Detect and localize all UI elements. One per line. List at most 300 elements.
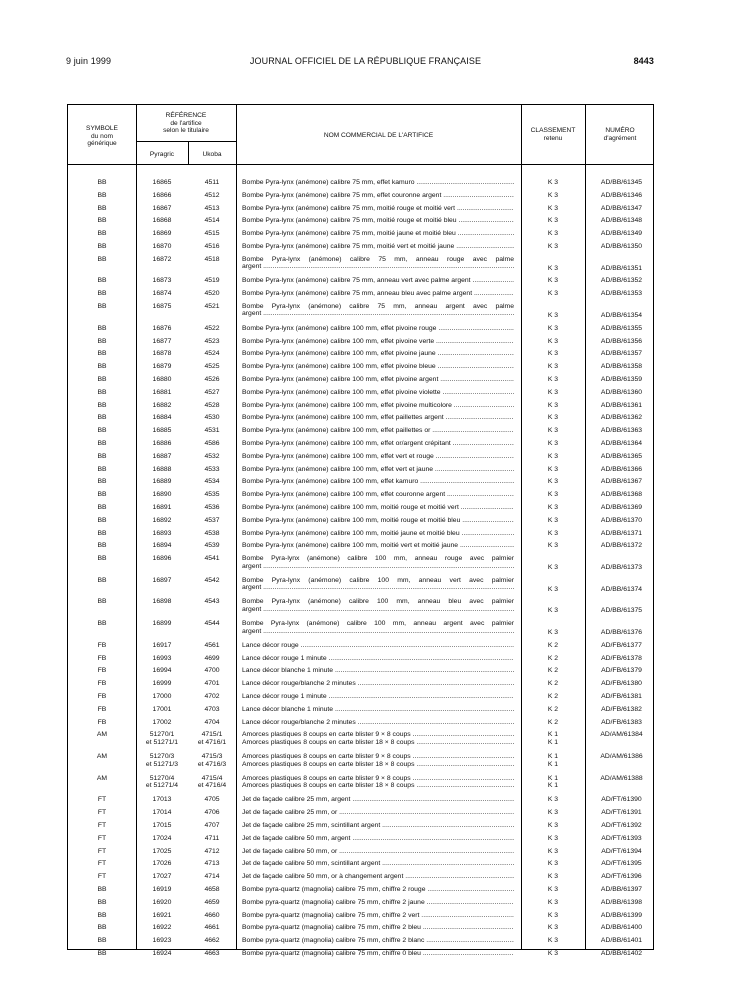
ukoba-ref: 4715/1 bbox=[201, 731, 223, 739]
ukoba-ref: et 4716/1 bbox=[197, 738, 227, 746]
pyragric-ref-cell bbox=[136, 642, 188, 649]
pyragric-ref-cell bbox=[136, 848, 188, 855]
approval-number-cell: AD/BB/61366 bbox=[600, 465, 643, 473]
ukoba-ref: 4518 bbox=[204, 255, 220, 263]
classification: K 3 bbox=[547, 230, 559, 238]
trade-name-line: Bombe pyra-quartz (magnolia) calibre 75 mm, chiffre 0 bleu ..... bbox=[242, 950, 514, 957]
journal-title: JOURNAL OFFICIEL DE LA RÉPUBLIQUE FRANÇAISE bbox=[249, 56, 482, 66]
ukoba-ref-cell bbox=[188, 937, 236, 944]
table-row bbox=[68, 555, 655, 577]
table-row bbox=[68, 363, 655, 376]
ukoba-ref: 4526 bbox=[204, 375, 220, 383]
ukoba-ref-cell bbox=[188, 555, 236, 562]
header-numero-line: d'agrément bbox=[603, 134, 637, 142]
classification-cell bbox=[521, 775, 585, 790]
pyragric-ref-cell bbox=[136, 325, 188, 332]
approval-number-cell: AD/FB/61381 bbox=[601, 693, 642, 701]
approval-number-cell: AD/BB/61374 bbox=[600, 585, 643, 593]
trade-name-cell bbox=[242, 427, 514, 434]
symbol-cell: BB bbox=[97, 598, 107, 606]
classification: K 3 bbox=[547, 242, 559, 250]
pyragric-ref: 16876 bbox=[152, 324, 172, 332]
trade-name-line: Bombe Pyra-lynx (anémone) calibre 75 mm, anneau argent avec palme bbox=[242, 303, 514, 311]
trade-name-line: Bombe Pyra-lynx (anémone) calibre 100 mm, effet paillettes or ..... bbox=[242, 427, 514, 434]
trade-name-line: Jet de façade calibre 50 mm, or à changement argent ..... bbox=[242, 873, 514, 880]
trade-name-cell bbox=[242, 693, 514, 700]
symbol-cell: BB bbox=[97, 204, 107, 212]
classification: K 3 bbox=[547, 290, 559, 298]
classification: K 3 bbox=[547, 204, 559, 212]
table-row bbox=[68, 290, 655, 303]
trade-name-cell bbox=[242, 809, 514, 816]
trade-name-line: Amorces plastiques 8 coups en carte blister 9 × 8 coups ..... bbox=[242, 731, 514, 738]
pyragric-ref: 16878 bbox=[152, 350, 172, 358]
ukoba-ref: 4699 bbox=[204, 654, 220, 662]
symbol-cell: BB bbox=[97, 363, 107, 371]
trade-name-cell bbox=[242, 325, 514, 332]
approval-number-cell: AD/BB/61357 bbox=[600, 350, 643, 358]
table-row bbox=[68, 217, 655, 230]
trade-name-line: Bombe Pyra-lynx (anémone) calibre 75 mm, moitié rouge et moitié bleu ..... bbox=[242, 217, 514, 224]
ukoba-ref: 4527 bbox=[204, 388, 220, 396]
classification-cell bbox=[521, 290, 585, 297]
trade-name-line: Bombe Pyra-lynx (anémone) calibre 100 mm, moitié rouge et moitié bleu ..... bbox=[242, 517, 514, 524]
pyragric-ref: 16887 bbox=[152, 452, 172, 460]
pyragric-ref: 16999 bbox=[152, 680, 172, 688]
pyragric-ref: 16873 bbox=[152, 277, 172, 285]
trade-name-cell bbox=[242, 530, 514, 537]
table-row bbox=[68, 924, 655, 937]
ukoba-ref-cell bbox=[188, 860, 236, 867]
classification-cell bbox=[521, 325, 585, 332]
pyragric-ref: 16879 bbox=[152, 363, 172, 371]
symbol-cell: BB bbox=[97, 542, 107, 550]
table-row bbox=[68, 886, 655, 899]
ukoba-ref: 4658 bbox=[204, 886, 220, 894]
pyragric-ref-cell bbox=[136, 555, 188, 562]
pyragric-ref-cell bbox=[136, 192, 188, 199]
trade-name-cell bbox=[242, 402, 514, 409]
classification: K 3 bbox=[547, 337, 559, 345]
classification: K 2 bbox=[547, 705, 559, 713]
classification-cell bbox=[521, 667, 585, 674]
ukoba-ref-cell bbox=[188, 753, 236, 768]
classification: K 3 bbox=[547, 452, 559, 460]
trade-name-cell bbox=[242, 290, 514, 297]
pyragric-ref-cell bbox=[136, 350, 188, 357]
pyragric-ref-cell bbox=[136, 256, 188, 263]
pyragric-ref: 16924 bbox=[152, 950, 172, 958]
table-row bbox=[68, 277, 655, 290]
table-row bbox=[68, 453, 655, 466]
classification-cell bbox=[521, 809, 585, 816]
table-row bbox=[68, 491, 655, 504]
pyragric-ref: 16872 bbox=[152, 255, 172, 263]
classification-cell bbox=[521, 402, 585, 409]
trade-name-cell bbox=[242, 440, 514, 447]
approval-number-cell: AD/FB/61379 bbox=[601, 667, 642, 675]
symbol-cell: BB bbox=[97, 886, 107, 894]
classification-cell bbox=[521, 912, 585, 919]
approval-number-cell: AD/AM/61388 bbox=[600, 774, 643, 782]
classification: K 3 bbox=[547, 363, 559, 371]
trade-name-line: Lance décor rouge 1 minute ..... bbox=[242, 693, 514, 700]
approval-number-cell: AD/BB/61370 bbox=[600, 516, 643, 524]
trade-name-line: Bombe Pyra-lynx (anémone) calibre 100 mm, moitié rouge et moitié vert ..... bbox=[242, 504, 514, 511]
classification-cell bbox=[521, 217, 585, 224]
table-row bbox=[68, 848, 655, 861]
table-row bbox=[68, 478, 655, 491]
classification-cell bbox=[521, 873, 585, 880]
trade-name-cell bbox=[242, 899, 514, 906]
ukoba-ref-cell bbox=[188, 620, 236, 627]
symbol-cell: BB bbox=[97, 937, 107, 945]
page-date: 9 juin 1999 bbox=[66, 56, 112, 66]
symbol-cell: BB bbox=[97, 911, 107, 919]
classification-cell bbox=[521, 427, 585, 434]
trade-name-line: Bombe Pyra-lynx (anémone) calibre 100 mm, effet pivoine violette ..... bbox=[242, 389, 514, 396]
ukoba-ref-cell bbox=[188, 363, 236, 370]
ukoba-ref: 4539 bbox=[204, 542, 220, 550]
header-reference-line: de l'artifice bbox=[170, 119, 202, 127]
classification: K 3 bbox=[547, 911, 559, 919]
symbol-cell: FB bbox=[97, 718, 107, 726]
table-row bbox=[68, 376, 655, 389]
trade-name-line: Bombe Pyra-lynx (anémone) calibre 100 mm, effet pivoine verte ..... bbox=[242, 338, 514, 345]
ukoba-ref-cell bbox=[188, 899, 236, 906]
ukoba-ref: 4521 bbox=[204, 303, 220, 311]
pyragric-ref: 16866 bbox=[152, 191, 172, 199]
classification: K 3 bbox=[547, 388, 559, 396]
classification-cell bbox=[521, 860, 585, 867]
pyragric-ref-cell bbox=[136, 873, 188, 880]
header-reference bbox=[136, 112, 236, 135]
trade-name-line: Bombe Pyra-lynx (anémone) calibre 100 mm, effet couronne argent ..... bbox=[242, 491, 514, 498]
pyragric-ref: 16919 bbox=[152, 886, 172, 894]
ukoba-ref-cell bbox=[188, 680, 236, 687]
pyragric-ref: 16896 bbox=[152, 555, 172, 563]
ukoba-ref-cell bbox=[188, 667, 236, 674]
approval-number-cell: AD/BB/61376 bbox=[600, 629, 643, 637]
pyragric-ref-cell bbox=[136, 440, 188, 447]
approval-number-cell: AD/BB/61347 bbox=[600, 204, 643, 212]
pyragric-ref: 51270/1 bbox=[149, 731, 175, 739]
trade-name-line: Bombe Pyra-lynx (anémone) calibre 100 mm, anneau bleu avec palmier bbox=[242, 598, 514, 606]
trade-name-cell bbox=[242, 389, 514, 396]
ukoba-ref-cell bbox=[188, 924, 236, 931]
ukoba-ref: 4520 bbox=[204, 290, 220, 298]
pyragric-ref-cell bbox=[136, 706, 188, 713]
ukoba-ref: 4701 bbox=[204, 680, 220, 688]
pyragric-ref: 16888 bbox=[152, 465, 172, 473]
trade-name-line: Lance décor rouge/blanche 2 minutes ..... bbox=[242, 719, 514, 726]
header-name: NOM COMMERCIAL DE L'ARTIFICE bbox=[323, 132, 434, 139]
symbol-cell: BB bbox=[97, 516, 107, 524]
header-symbol-line: SYMBOLE bbox=[86, 125, 118, 132]
pyragric-ref-cell bbox=[136, 937, 188, 944]
table-row bbox=[68, 693, 655, 706]
symbol-cell: BB bbox=[97, 324, 107, 332]
symbol-cell: FT bbox=[97, 822, 107, 830]
ukoba-ref: 4531 bbox=[204, 427, 220, 435]
classification-cell bbox=[521, 924, 585, 931]
approval-number-cell: AD/BB/61354 bbox=[600, 312, 643, 320]
trade-name-cell bbox=[242, 453, 514, 460]
classification: K 3 bbox=[547, 629, 559, 637]
pyragric-ref: 16884 bbox=[152, 414, 172, 422]
classification: K 2 bbox=[547, 654, 559, 662]
classification: K 3 bbox=[547, 898, 559, 906]
pyragric-ref-cell bbox=[136, 796, 188, 803]
pyragric-ref-cell bbox=[136, 620, 188, 627]
pyragric-ref-cell bbox=[136, 655, 188, 662]
ukoba-ref-cell bbox=[188, 478, 236, 485]
ukoba-ref: 4660 bbox=[204, 911, 220, 919]
classification-cell bbox=[521, 655, 585, 662]
trade-name-cell bbox=[242, 414, 514, 421]
table-row bbox=[68, 899, 655, 912]
ukoba-ref-cell bbox=[188, 325, 236, 332]
pyragric-ref-cell bbox=[136, 530, 188, 537]
classification: K 3 bbox=[547, 179, 559, 186]
trade-name-cell bbox=[242, 192, 514, 199]
ukoba-ref-cell bbox=[188, 950, 236, 957]
pyragric-ref: et 51271/3 bbox=[145, 760, 179, 768]
classification-cell bbox=[521, 205, 585, 212]
classification: K 3 bbox=[547, 478, 559, 486]
ukoba-ref-cell bbox=[188, 402, 236, 409]
trade-name-cell bbox=[242, 620, 514, 635]
ukoba-ref-cell bbox=[188, 809, 236, 816]
pyragric-ref-cell bbox=[136, 517, 188, 524]
classification-cell bbox=[521, 265, 585, 272]
trade-name-cell bbox=[242, 350, 514, 357]
classification: K 3 bbox=[547, 414, 559, 422]
classification-cell bbox=[521, 230, 585, 237]
trade-name-line: Bombe Pyra-lynx (anémone) calibre 100 mm, effet or/argent crépitant ..... bbox=[242, 440, 514, 447]
classification: K 3 bbox=[547, 529, 559, 537]
symbol-cell: FT bbox=[97, 809, 107, 817]
ukoba-ref-cell bbox=[188, 303, 236, 310]
ukoba-ref: 4663 bbox=[204, 950, 220, 958]
pyragric-ref-cell bbox=[136, 822, 188, 829]
trade-name-line: Bombe Pyra-lynx (anémone) calibre 100 mm, effet pivoine argent ..... bbox=[242, 376, 514, 383]
classification: K 3 bbox=[547, 217, 559, 225]
classification: K 3 bbox=[547, 375, 559, 383]
classification: K 3 bbox=[547, 401, 559, 409]
pyragric-ref-cell bbox=[136, 598, 188, 605]
pyragric-ref: et 51271/4 bbox=[145, 782, 179, 790]
table-row bbox=[68, 835, 655, 848]
ukoba-ref: 4537 bbox=[204, 516, 220, 524]
pyragric-ref-cell bbox=[136, 402, 188, 409]
ukoba-ref-cell bbox=[188, 873, 236, 880]
table-row bbox=[68, 655, 655, 668]
table-row bbox=[68, 338, 655, 351]
ukoba-ref: 4705 bbox=[204, 796, 220, 804]
ukoba-ref-cell bbox=[188, 542, 236, 549]
trade-name-cell bbox=[242, 950, 514, 957]
pyragric-ref: 16994 bbox=[152, 667, 172, 675]
classification-cell bbox=[521, 680, 585, 687]
trade-name-cell bbox=[242, 376, 514, 383]
ukoba-ref-cell bbox=[188, 290, 236, 297]
pyragric-ref: 51270/4 bbox=[149, 774, 175, 782]
trade-name-line: Bombe pyra-quartz (magnolia) calibre 75 mm, chiffre 2 bleu ..... bbox=[242, 924, 514, 931]
header-reference-line: selon le titulaire bbox=[163, 127, 209, 134]
trade-name-cell bbox=[242, 924, 514, 931]
ukoba-ref-cell bbox=[188, 822, 236, 829]
classification-cell bbox=[521, 706, 585, 713]
classification: K 3 bbox=[547, 607, 559, 615]
trade-name-line: Lance décor blanche 1 minute ..... bbox=[242, 667, 514, 674]
approval-number-cell: AD/BB/61398 bbox=[600, 898, 643, 906]
approval-number-cell: AD/BB/61372 bbox=[600, 542, 643, 550]
pyragric-ref: 16869 bbox=[152, 230, 172, 238]
table-row bbox=[68, 414, 655, 427]
pyragric-ref: 17025 bbox=[152, 847, 172, 855]
trade-name-cell bbox=[242, 205, 514, 212]
classification-cell bbox=[521, 586, 585, 593]
pyragric-ref-cell bbox=[136, 924, 188, 931]
ukoba-ref: 4586 bbox=[204, 439, 220, 447]
approval-number-cell: AD/BB/61348 bbox=[600, 217, 643, 225]
symbol-cell: BB bbox=[97, 439, 107, 447]
pyragric-ref-cell bbox=[136, 899, 188, 906]
pyragric-ref: 16890 bbox=[152, 491, 172, 499]
approval-number-cell: AD/BB/61368 bbox=[600, 491, 643, 499]
ukoba-ref-cell bbox=[188, 775, 236, 790]
approval-number-cell: AD/BB/61371 bbox=[600, 529, 643, 537]
classification: K 3 bbox=[547, 564, 559, 572]
symbol-cell: BB bbox=[97, 478, 107, 486]
pyragric-ref: 16874 bbox=[152, 290, 172, 298]
approval-number-cell: AD/BB/61365 bbox=[600, 452, 643, 460]
ukoba-ref-cell bbox=[188, 256, 236, 263]
symbol-cell: BB bbox=[97, 375, 107, 383]
pyragric-ref: 17013 bbox=[152, 796, 172, 804]
pyragric-ref-cell bbox=[136, 731, 188, 746]
table-row bbox=[68, 706, 655, 719]
classification: K 3 bbox=[547, 427, 559, 435]
classification-cell bbox=[521, 753, 585, 768]
classification: K 3 bbox=[547, 860, 559, 868]
approval-number-cell: AD/FT/61395 bbox=[601, 860, 642, 868]
pyragric-ref: 16922 bbox=[152, 924, 172, 932]
approval-number-cell: AD/BB/61361 bbox=[600, 401, 643, 409]
ukoba-ref: 4535 bbox=[204, 491, 220, 499]
approval-number-cell: AD/FT/61390 bbox=[601, 796, 642, 804]
pyragric-ref: 51270/3 bbox=[149, 753, 175, 761]
classification-cell bbox=[521, 530, 585, 537]
trade-name-line: Bombe pyra-quartz (magnolia) calibre 75 mm, chiffre 2 vert ..... bbox=[242, 912, 514, 919]
header-classement-line: CLASSEMENT bbox=[530, 127, 576, 134]
symbol-cell: FB bbox=[97, 641, 107, 649]
classification-cell bbox=[521, 950, 585, 957]
classification-cell bbox=[521, 179, 585, 186]
ukoba-ref-cell bbox=[188, 796, 236, 803]
pyragric-ref: 16865 bbox=[152, 179, 172, 186]
ukoba-ref-cell bbox=[188, 731, 236, 746]
classification-cell bbox=[521, 453, 585, 460]
approval-number-cell: AD/BB/61401 bbox=[600, 937, 643, 945]
ukoba-ref: 4704 bbox=[204, 718, 220, 726]
pyragric-ref-cell bbox=[136, 667, 188, 674]
table-row bbox=[68, 620, 655, 642]
approval-number-cell: AD/FB/61383 bbox=[601, 718, 642, 726]
classification-cell bbox=[521, 517, 585, 524]
trade-name-line: Lance décor blanche 1 minute ..... bbox=[242, 706, 514, 713]
ukoba-ref-cell bbox=[188, 912, 236, 919]
trade-name-cell bbox=[242, 775, 514, 790]
symbol-cell: BB bbox=[97, 414, 107, 422]
symbol-cell: BB bbox=[97, 337, 107, 345]
table-row bbox=[68, 775, 655, 797]
header-pyragric: Pyragric bbox=[149, 151, 175, 158]
approval-number-cell: AD/BB/61351 bbox=[600, 264, 643, 272]
table-row bbox=[68, 466, 655, 479]
ukoba-ref-cell bbox=[188, 598, 236, 605]
classification: K 2 bbox=[547, 693, 559, 701]
trade-name-line: Jet de façade calibre 50 mm, or ..... bbox=[242, 848, 514, 855]
trade-name-cell bbox=[242, 835, 514, 842]
header-symbol-line: du nom bbox=[91, 132, 113, 140]
classification: K 2 bbox=[547, 667, 559, 675]
approval-number-cell: AD/BB/61399 bbox=[600, 911, 643, 919]
table-row bbox=[68, 389, 655, 402]
trade-name-cell bbox=[242, 719, 514, 726]
classification: K 2 bbox=[547, 641, 559, 649]
pyragric-ref-cell bbox=[136, 719, 188, 726]
pyragric-ref-cell bbox=[136, 886, 188, 893]
pyragric-ref-cell bbox=[136, 363, 188, 370]
ukoba-ref-cell bbox=[188, 517, 236, 524]
classification: K 1 bbox=[547, 760, 559, 768]
trade-name-cell bbox=[242, 517, 514, 524]
trade-name-cell bbox=[242, 912, 514, 919]
trade-name-cell bbox=[242, 731, 514, 746]
classification-cell bbox=[521, 312, 585, 319]
trade-name-cell bbox=[242, 303, 514, 318]
classification-cell bbox=[521, 243, 585, 250]
classification-cell bbox=[521, 277, 585, 284]
table-row bbox=[68, 325, 655, 338]
ukoba-ref-cell bbox=[188, 350, 236, 357]
trade-name-cell bbox=[242, 860, 514, 867]
trade-name-cell bbox=[242, 277, 514, 284]
ukoba-ref-cell bbox=[188, 466, 236, 473]
trade-name-line: Bombe Pyra-lynx (anémone) calibre 75 mm, effet couronne argent ..... bbox=[242, 192, 514, 199]
classification: K 3 bbox=[547, 847, 559, 855]
table-row bbox=[68, 680, 655, 693]
ukoba-ref-cell bbox=[188, 389, 236, 396]
classification: K 3 bbox=[547, 924, 559, 932]
symbol-cell: FB bbox=[97, 693, 107, 701]
table-row bbox=[68, 753, 655, 775]
ukoba-ref: 4530 bbox=[204, 414, 220, 422]
classification: K 1 bbox=[547, 731, 559, 739]
approval-table bbox=[67, 104, 654, 958]
trade-name-line: Bombe Pyra-lynx (anémone) calibre 75 mm, anneau vert avec palme argent ..... bbox=[242, 277, 514, 284]
ukoba-ref: et 4716/4 bbox=[197, 782, 227, 790]
ukoba-ref-cell bbox=[188, 642, 236, 649]
classification: K 3 bbox=[547, 264, 559, 272]
trade-name-cell bbox=[242, 491, 514, 498]
ukoba-ref: 4706 bbox=[204, 809, 220, 817]
ukoba-ref: 4515 bbox=[204, 230, 220, 238]
ukoba-ref: 4513 bbox=[204, 204, 220, 212]
pyragric-ref-cell bbox=[136, 950, 188, 957]
